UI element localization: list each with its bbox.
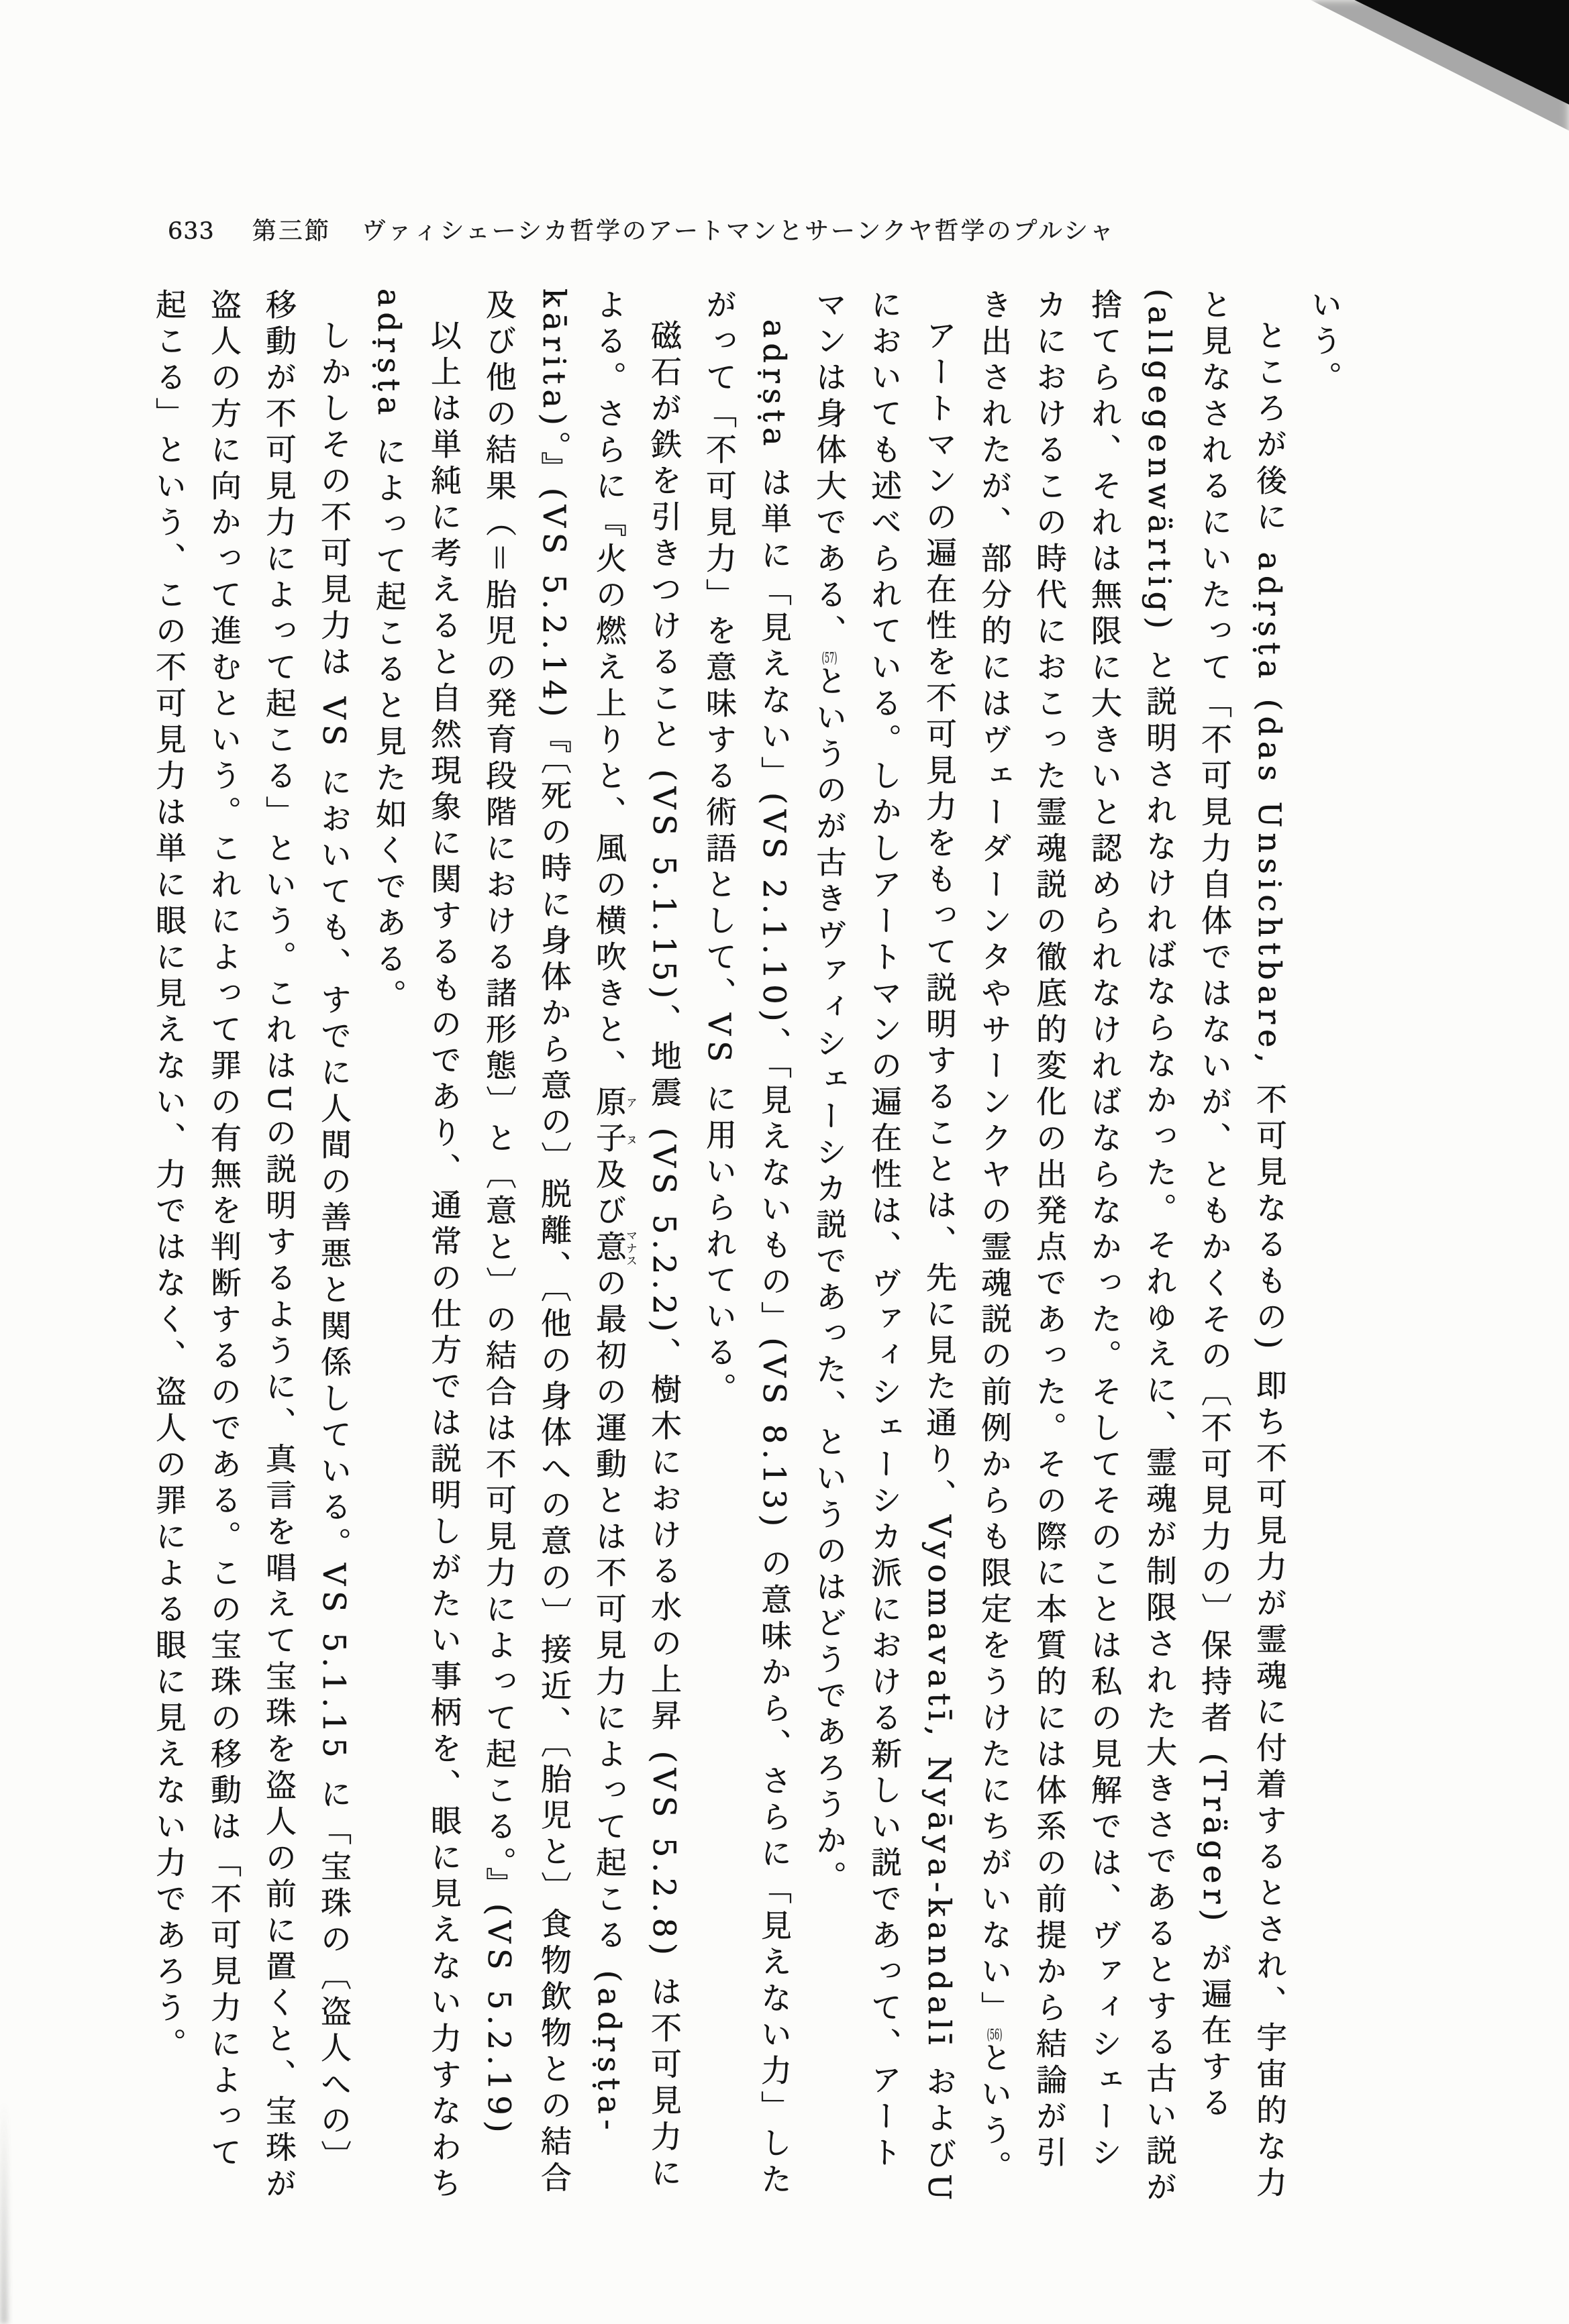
paragraph-2-text-b: という。 (976, 2042, 1013, 2186)
section-title: ヴァィシェーシカ哲学のアートマンとサーンクヤ哲学のプルシャ (361, 217, 1116, 245)
paragraph-6: 以上は単純に考えると自然現象に関するものであり、通常の仕方では説明しがたい事柄を、眼に見えない力すなわち adṛṣṭa によって起こると見た如くである。 (371, 288, 462, 2203)
paragraph-4: adṛṣṭa は単に「見えない」(VS 2.1.10)、「見えないもの」(VS 8.13) の意味から、さらに「見えない力」したがって「不可見力」を意味する術語として、VS に用いられている。 (701, 288, 793, 2199)
corner-shadow (1311, 0, 1569, 138)
ruby-manas-text: マナス (624, 1230, 638, 1267)
ruby-anu-base: 原子 (591, 1086, 627, 1158)
footnote-ref-57: (57) (821, 651, 838, 665)
paragraph-1: いう。 (1307, 288, 1343, 397)
paragraph-3 (802, 288, 967, 2207)
footnote-ref-56: (56) (986, 2027, 1003, 2042)
ruby-anu (591, 1086, 638, 1158)
scan-edge-smudge (0, 2100, 8, 2324)
page-header (168, 212, 1115, 246)
paragraph-3-text-b: というのが古きヴァィシェーシカ説であった、というのはどうであろうか。 (811, 665, 848, 1897)
ruby-manas-base: 意 (591, 1230, 627, 1267)
paragraph-5 (472, 288, 692, 2207)
ruby-anu-text: アヌ (624, 1086, 638, 1158)
corner-fold (1311, 0, 1569, 138)
paragraph-2-text-a: ところが後に adṛṣṭa (das Unsichtbare, 不可見なるもの) 即ち不可見力が霊魂に付着するとされ、宇宙的な力と見なされるにいたって「不可見力自体ではないが、ともかくその〔不可見力の〕保持者 (Träger) が遍在する (allgegenwärtig) と説明されなければならなかった。それゆえに、霊魂が制限された大きさであるとする古い説が捨てられ、それは無限に大きいと認められなければならなかった。そしてそのことは私の見解では、ヴァィシェーシカにおけるこの時代におこった霊魂説の徹底的変化の出発点であった。その際に本質的には体系の前提から結論が引き出されたが、部分的にはヴェーダーンタやサーンクヤの霊魂説の前例からも限定をうけたにちがいない」 (976, 288, 1288, 2207)
paragraph-5-text-a: 磁石が鉄を引きつけること (VS 5.1.15)、地震 (VS 5.2.2)、樹木における水の上昇 (VS 5.2.8) は不可見力による。さらに『火の燃え上りと、風の横吹きと、 (591, 288, 682, 2193)
paragraph-7: しかしその不可見力は VS においても、すでに人間の善悪と関係している。VS 5.1.15 に「宝珠の〔盗人への〕移動が不可見力によって起こる」という。これはUの説明するように、真言を唱えて宝珠を盗人の前に置くと、宝珠が盗人の方に向かって進むという。これによって罪の有無を判断するのである。この宝珠の移動は「不可見力によって起こる」という、この不可見力は単に眼に見えない、力ではなく、盗人の罪による眼に見えない力であろう。 (151, 288, 352, 2204)
paragraph-3-text-a: アートマンの遍在性を不可見力をもって説明することは、先に見た通り、Vyomavatī, Nyāya-kandalī およびUにおいても述べられている。しかしアートマンの遍在性は、ヴァィシェーシカ派における新しい説であって、アートマンは身体大である、 (811, 288, 958, 2206)
section-label: 第三節 (252, 217, 331, 245)
paragraph-5-text-c: の最初の運動とは不可見力によって起こる (adṛṣṭa-kārita)。』(VS 5.2.14)『〔死の時に身体から意の〕脱離、〔他の身体への意の〕接近、〔胎児と〕食物飲物との結合及び他の結果（＝胎児の発育段階における諸形態〕と〔意と〕の結合は不可見力によって起こる。』(VS 5.2.19) (481, 288, 627, 2198)
page-number: 633 (168, 218, 215, 245)
scan-corner-artifact (1311, 0, 1569, 138)
paragraph-5-text-b: 及び (591, 1158, 627, 1230)
body-text (136, 288, 1352, 2207)
paragraph-2 (967, 288, 1297, 2207)
ruby-manas (591, 1230, 638, 1267)
